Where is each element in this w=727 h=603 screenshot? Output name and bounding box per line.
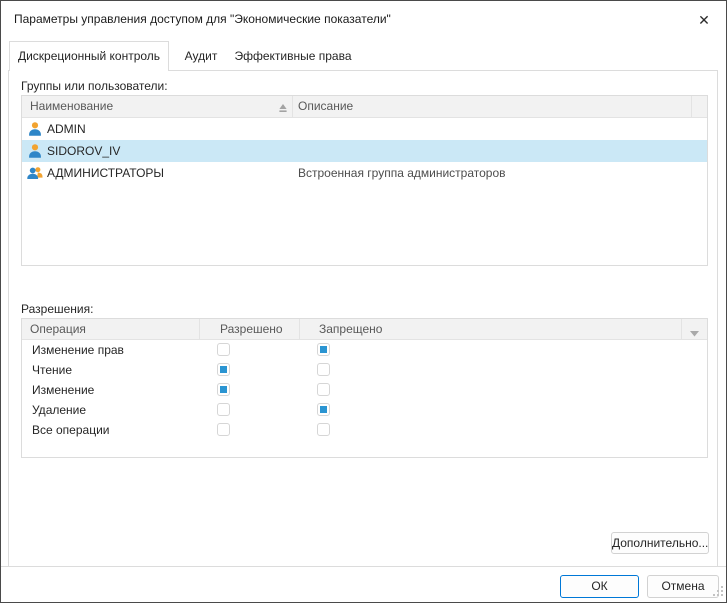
window-title: Параметры управления доступом для "Экономические показатели" xyxy=(14,12,391,26)
resize-grip-icon[interactable] xyxy=(712,585,724,600)
permissions-body xyxy=(22,340,707,440)
groups-section-label: Группы или пользователи: xyxy=(21,79,168,93)
permissions-header xyxy=(22,319,707,340)
allowed-checkbox[interactable] xyxy=(217,343,230,356)
table-row[interactable] xyxy=(22,162,707,184)
operation-label: Все операции xyxy=(32,423,110,437)
operation-label: Чтение xyxy=(32,363,73,377)
checkbox-mark xyxy=(220,386,227,393)
operation-label: Изменение прав xyxy=(32,343,124,357)
dropdown-arrow-icon[interactable] xyxy=(690,326,699,340)
footer-divider xyxy=(1,566,726,567)
column-separator xyxy=(299,319,300,339)
tab-audit[interactable]: Аудит xyxy=(184,49,218,63)
column-separator xyxy=(199,319,200,339)
permission-row xyxy=(22,380,707,400)
groups-list-body xyxy=(22,118,707,184)
column-header-allowed[interactable]: Разрешено xyxy=(220,322,283,336)
permissions-section-label: Разрешения: xyxy=(21,302,94,316)
column-separator xyxy=(691,96,692,117)
denied-checkbox[interactable] xyxy=(317,383,330,396)
allowed-checkbox[interactable] xyxy=(217,403,230,416)
denied-checkbox[interactable] xyxy=(317,363,330,376)
checkbox-mark xyxy=(320,406,327,413)
checkbox-mark xyxy=(220,366,227,373)
row-name: АДМИНИСТРАТОРЫ xyxy=(47,166,165,180)
permission-row xyxy=(22,420,707,440)
column-separator xyxy=(292,96,293,117)
ok-button[interactable]: ОК xyxy=(560,575,639,598)
column-header-operation[interactable]: Операция xyxy=(30,322,86,336)
column-separator xyxy=(681,319,682,339)
allowed-checkbox[interactable] xyxy=(217,423,230,436)
allowed-checkbox[interactable] xyxy=(217,383,230,396)
user-icon xyxy=(27,121,43,137)
column-header-description[interactable]: Описание xyxy=(298,99,354,113)
tab-effective-rights[interactable]: Эффективные права xyxy=(234,49,352,63)
groups-list-header xyxy=(22,96,707,118)
row-name: SIDOROV_IV xyxy=(47,144,121,158)
table-row[interactable] xyxy=(22,140,707,162)
permissions-table[interactable] xyxy=(21,318,708,458)
close-icon[interactable]: ✕ xyxy=(698,12,710,28)
column-header-denied[interactable]: Запрещено xyxy=(319,322,383,336)
permission-row xyxy=(22,360,707,380)
tab-discretionary-control[interactable]: Дискреционный контроль xyxy=(9,41,169,71)
allowed-checkbox[interactable] xyxy=(217,363,230,376)
operation-label: Удаление xyxy=(32,403,87,417)
checkbox-mark xyxy=(320,346,327,353)
operation-label: Изменение xyxy=(32,383,95,397)
table-row[interactable] xyxy=(22,118,707,140)
user-icon xyxy=(27,143,43,159)
permission-row xyxy=(22,400,707,420)
denied-checkbox[interactable] xyxy=(317,423,330,436)
denied-checkbox[interactable] xyxy=(317,343,330,356)
advanced-button[interactable]: Дополнительно... xyxy=(611,532,709,554)
row-name: ADMIN xyxy=(47,122,86,136)
permission-row xyxy=(22,340,707,360)
groups-users-list[interactable] xyxy=(21,95,708,266)
cancel-button[interactable]: Отмена xyxy=(647,575,719,598)
group-icon xyxy=(27,165,43,181)
sort-ascending-icon xyxy=(278,102,288,116)
column-header-name[interactable]: Наименование xyxy=(30,99,114,113)
denied-checkbox[interactable] xyxy=(317,403,330,416)
row-description: Встроенная группа администраторов xyxy=(298,166,506,180)
